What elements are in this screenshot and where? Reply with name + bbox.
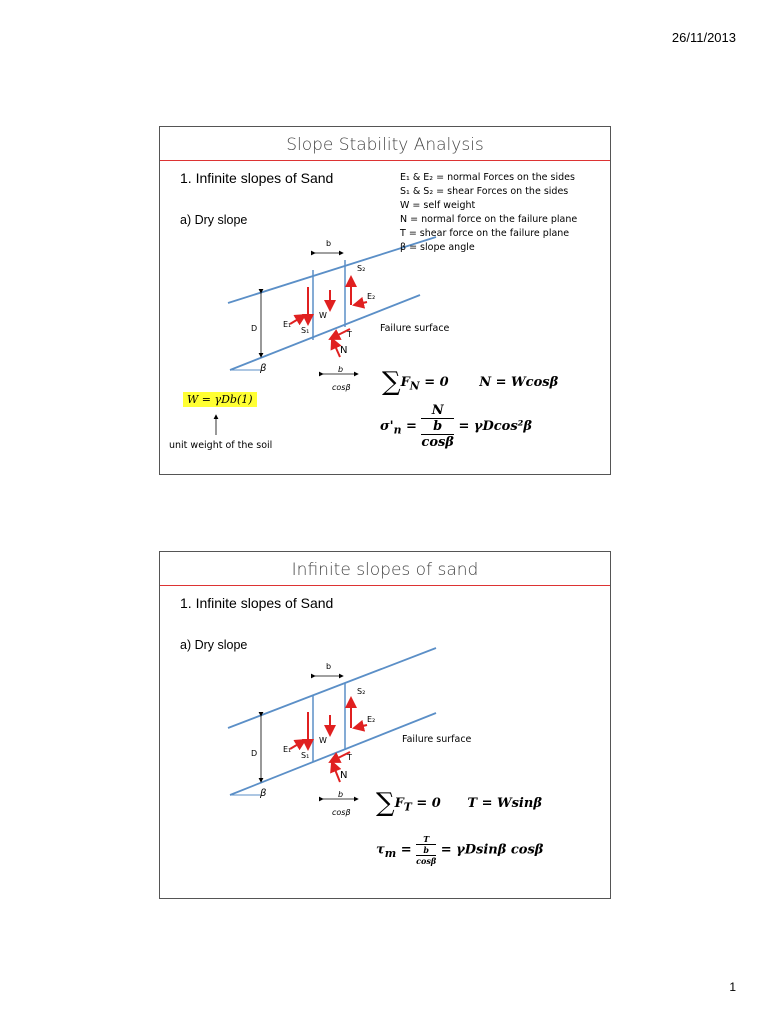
n-arrow [332, 339, 340, 357]
s2-label: S₂ [357, 687, 366, 696]
w-label: W [319, 736, 327, 745]
e1-label: E₁ [283, 745, 292, 754]
s1-label: S₁ [301, 751, 310, 760]
e2-label: E₂ [367, 715, 376, 724]
e1-arrow [290, 740, 305, 749]
b-label: b [326, 662, 332, 671]
s2-label: S₂ [357, 264, 366, 273]
n-label: N [340, 770, 348, 781]
slide-2-subheading: a) Dry slope [180, 638, 248, 652]
equilibrium-normal: $\sum F_N = 0$ N = Wcosβ [382, 367, 559, 397]
beta-label: β [260, 788, 267, 799]
sum-symbol: ∑ [382, 367, 401, 397]
b-label: b [326, 239, 332, 248]
page-number: 1 [729, 980, 736, 994]
equilibrium-shear: $\sum F_T = 0$ T = Wsinβ [376, 788, 542, 818]
shear-stress-equation: $\tau_m$ = T b cosβ = γDsinβ cosβ [376, 834, 544, 866]
slide-1 [159, 126, 611, 475]
failure-surface-label: Failure surface [380, 323, 450, 334]
normal-stress-equation: $\sigma'_n$ = N b cosβ = γDcos²β [380, 403, 532, 450]
legend-line: E₁ & E₂ = normal Forces on the sides [400, 172, 575, 183]
document-date: 26/11/2013 [671, 30, 736, 45]
weight-formula: W = γDb(1) [183, 392, 257, 407]
unit-weight-label: unit weight of the soil [169, 440, 273, 451]
slide-1-title: Slope Stability Analysis [160, 127, 610, 161]
w-label: W [319, 311, 327, 320]
legend-line: N = normal force on the failure plane [400, 214, 578, 225]
e2-arrow [354, 302, 367, 305]
t-label: T [347, 330, 352, 339]
cos-beta-label: cosβ [332, 808, 351, 817]
b-over-label: b [338, 365, 344, 374]
sum-symbol: ∑ [376, 788, 395, 818]
e1-label: E₁ [283, 320, 292, 329]
t-label: T [347, 753, 352, 762]
slide-2-heading: 1. Infinite slopes of Sand [180, 595, 334, 611]
slide-1-heading: 1. Infinite slopes of Sand [180, 170, 334, 186]
s1-label: S₁ [301, 326, 310, 335]
beta-label: β [260, 363, 267, 374]
e2-arrow [354, 725, 367, 728]
legend-line: T = shear force on the failure plane [400, 228, 570, 239]
slide-2 [159, 551, 611, 899]
legend-line: S₁ & S₂ = shear Forces on the sides [400, 186, 569, 197]
d-label: D [251, 324, 258, 333]
legend-line: β = slope angle [400, 242, 475, 253]
upper-slope-line [228, 648, 436, 728]
b-over-label: b [338, 790, 344, 799]
failure-surface-label: Failure surface [402, 734, 472, 745]
slide-2-title: Infinite slopes of sand [160, 552, 610, 586]
slide-1-subheading: a) Dry slope [180, 213, 248, 227]
n-arrow [332, 762, 340, 782]
e2-label: E₂ [367, 292, 376, 301]
n-label: N [340, 345, 348, 356]
force-legend [400, 171, 577, 255]
e1-arrow [290, 315, 305, 324]
d-label: D [251, 749, 258, 758]
legend-line: W = self weight [400, 200, 476, 211]
cos-beta-label: cosβ [332, 383, 351, 392]
